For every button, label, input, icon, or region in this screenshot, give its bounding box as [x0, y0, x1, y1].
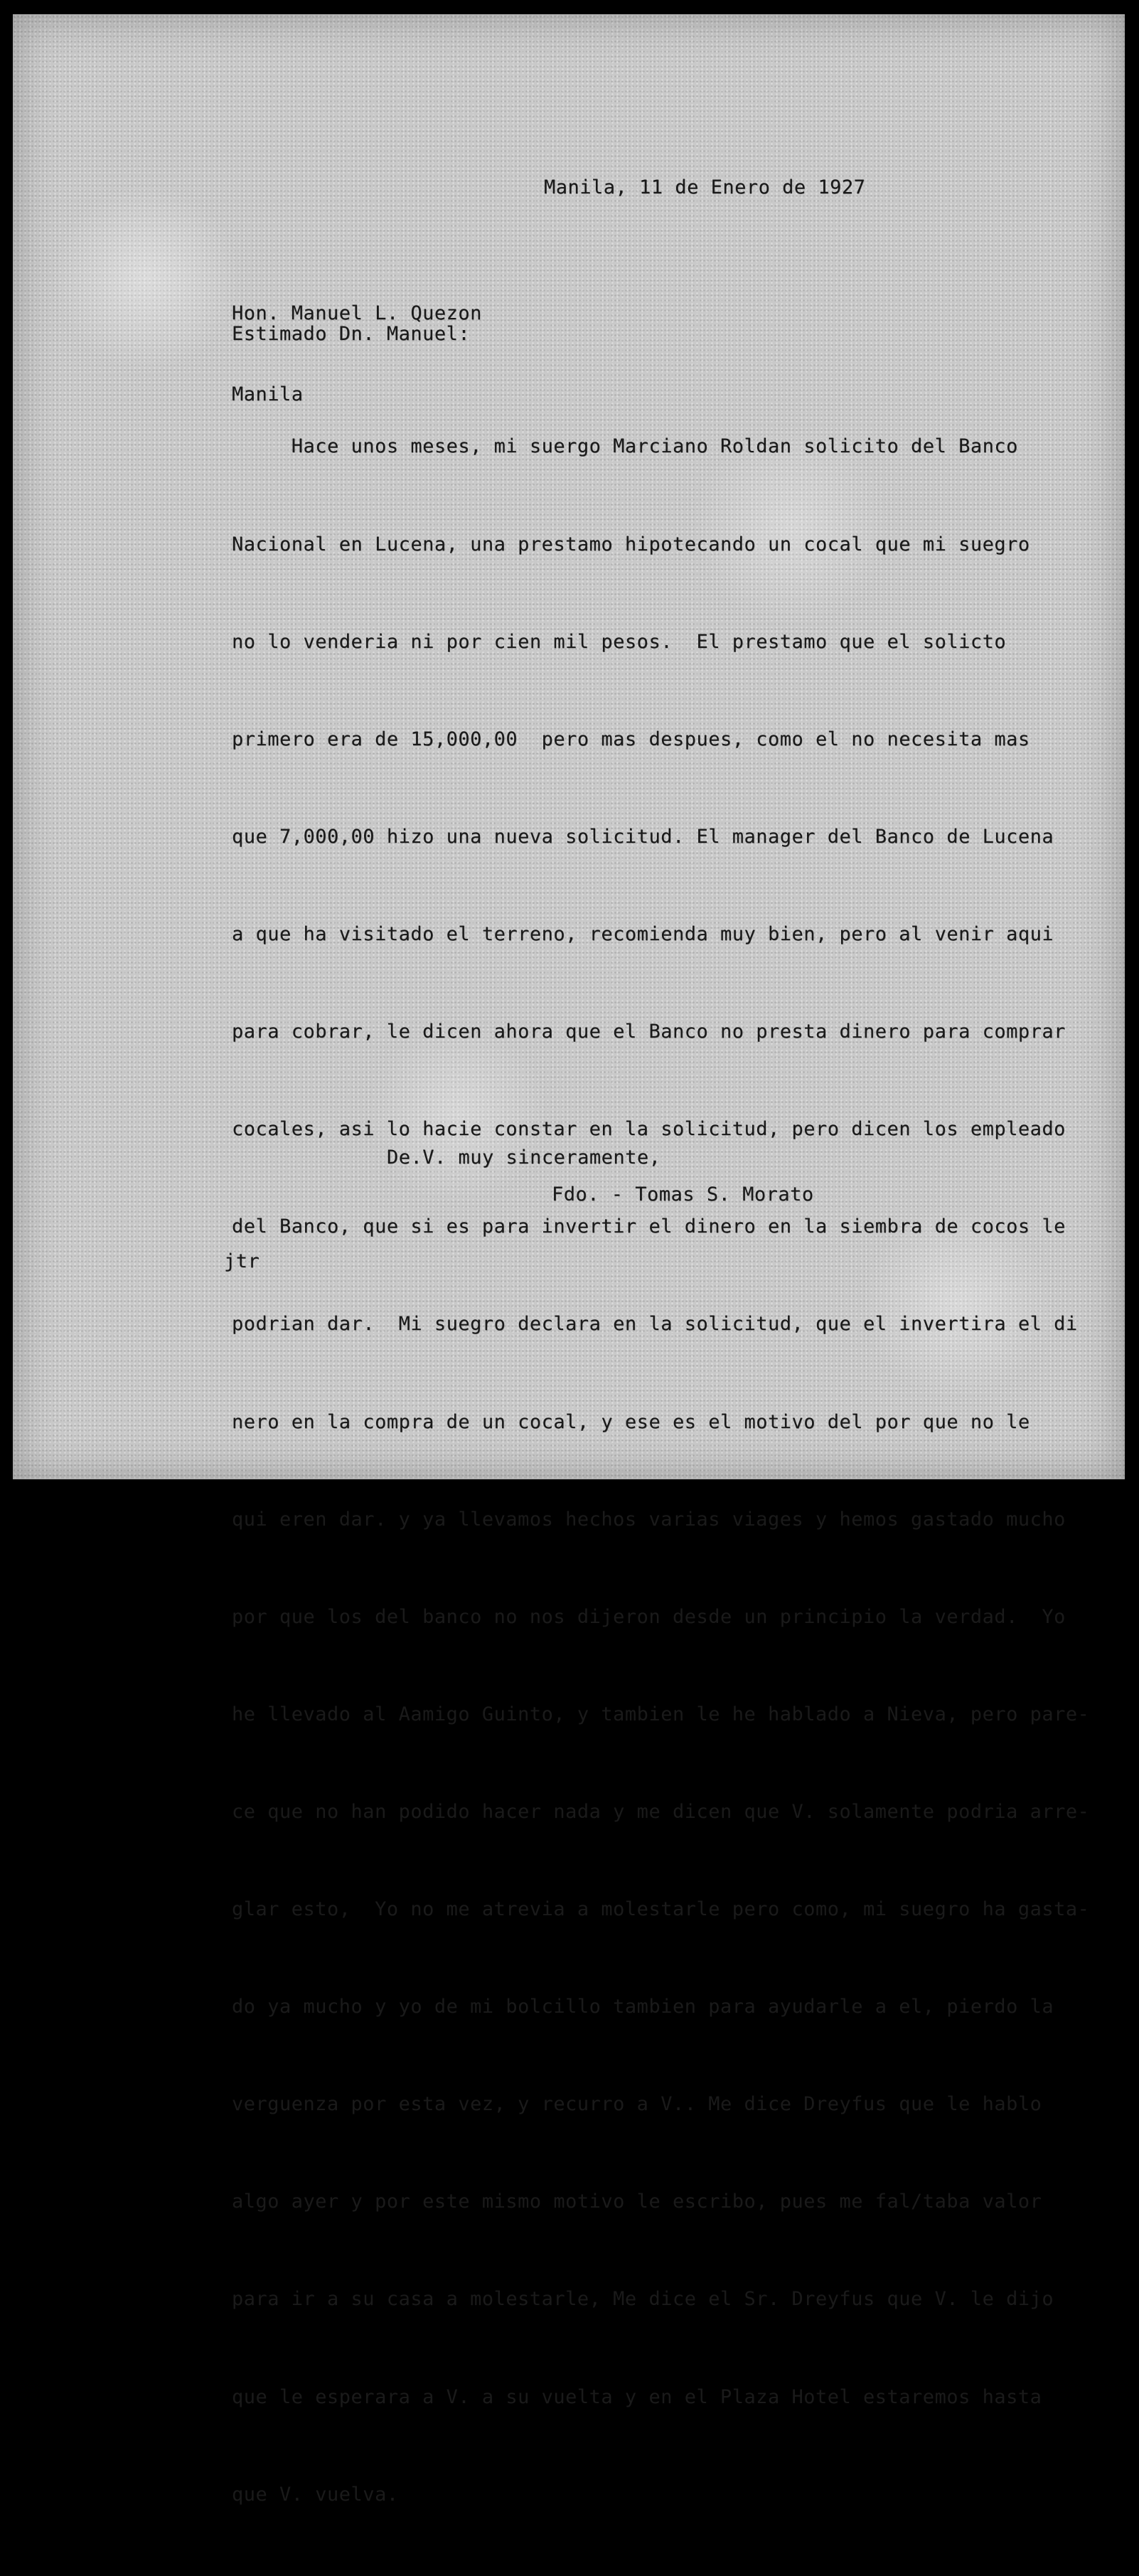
body-line: glar esto, Yo no me atrevia a molestarle pero como, mi suegro ha gasta- — [232, 1898, 1090, 1921]
body-line: do ya mucho y yo de mi bolcillo tambien para ayudarle a el, pierdo la — [232, 1996, 1054, 2018]
body-line: que 7,000,00 hizo una nueva solicitud. El manager del Banco de Lucena — [232, 825, 1054, 848]
body-line: primero era de 15,000,00 pero mas despues, como el no necesita mas — [232, 728, 1030, 750]
recipient-city: Manila — [232, 383, 304, 405]
body-line: que V. vuelva. — [232, 2483, 399, 2506]
closing: De.V. muy sinceramente, — [387, 1146, 661, 1169]
body-line: qui eren dar. y ya llevamos hechos varias viages y hemos gastado mucho — [232, 1508, 1066, 1531]
letter-body — [232, 366, 1089, 2576]
body-line: para ir a su casa a molestarle, Me dice el Sr. Dreyfus que V. le dijo — [232, 2288, 1054, 2311]
body-line: Hace unos meses, mi suergo Marciano Roldan solicito del Banco — [232, 435, 1018, 458]
body-line: por que los del banco no nos dijeron desde un principio la verdad. Yo — [232, 1605, 1066, 1628]
body-line: para cobrar, le dicen ahora que el Banco no presta dinero para comprar — [232, 1021, 1066, 1043]
body-line: no lo venderia ni por cien mil pesos. El prestamo que el solicto — [232, 630, 1007, 653]
letter-date: Manila, 11 de Enero de 1927 — [544, 176, 866, 198]
body-line: que le esperara a V. a su vuelta y en el Plaza Hotel estaremos hasta — [232, 2385, 1042, 2408]
body-line: del Banco, que si es para invertir el dinero en la siembra de cocos le — [232, 1215, 1066, 1238]
body-line: Nacional en Lucena, una prestamo hipotecando un cocal que mi suegro — [232, 533, 1030, 555]
body-line: cocales, asi lo hacie constar en la solicitud, pero dicen los empleado — [232, 1118, 1066, 1141]
signature: Fdo. - Tomas S. Morato — [552, 1183, 814, 1205]
body-line: ce que no han podido hacer nada y me dicen que V. solamente podria arre- — [232, 1800, 1090, 1823]
body-line: verguenza por esta vez, y recurro a V.. Me dice Dreyfus que le hablo — [232, 2093, 1042, 2116]
body-line: algo ayer y por este mismo motivo le escribo, pues me fal/taba valor — [232, 2191, 1042, 2213]
salutation: Estimado Dn. Manuel: — [232, 323, 471, 345]
body-line: a que ha visitado el terreno, recomienda muy bien, pero al venir aqui — [232, 922, 1054, 945]
body-line: nero en la compra de un cocal, y ese es el motivo del por que no le — [232, 1410, 1030, 1433]
typist-initials: jtr — [224, 1250, 260, 1272]
body-line: podrian dar. Mi suegro declara en la solicitud, que el invertira el di — [232, 1313, 1078, 1336]
recipient-name: Hon. Manuel L. Quezon — [232, 302, 482, 324]
letter-page — [13, 14, 1125, 2506]
body-line: he llevado al Aamigo Guinto, y tambien le he hablado a Nieva, pero pare- — [232, 1703, 1090, 1725]
